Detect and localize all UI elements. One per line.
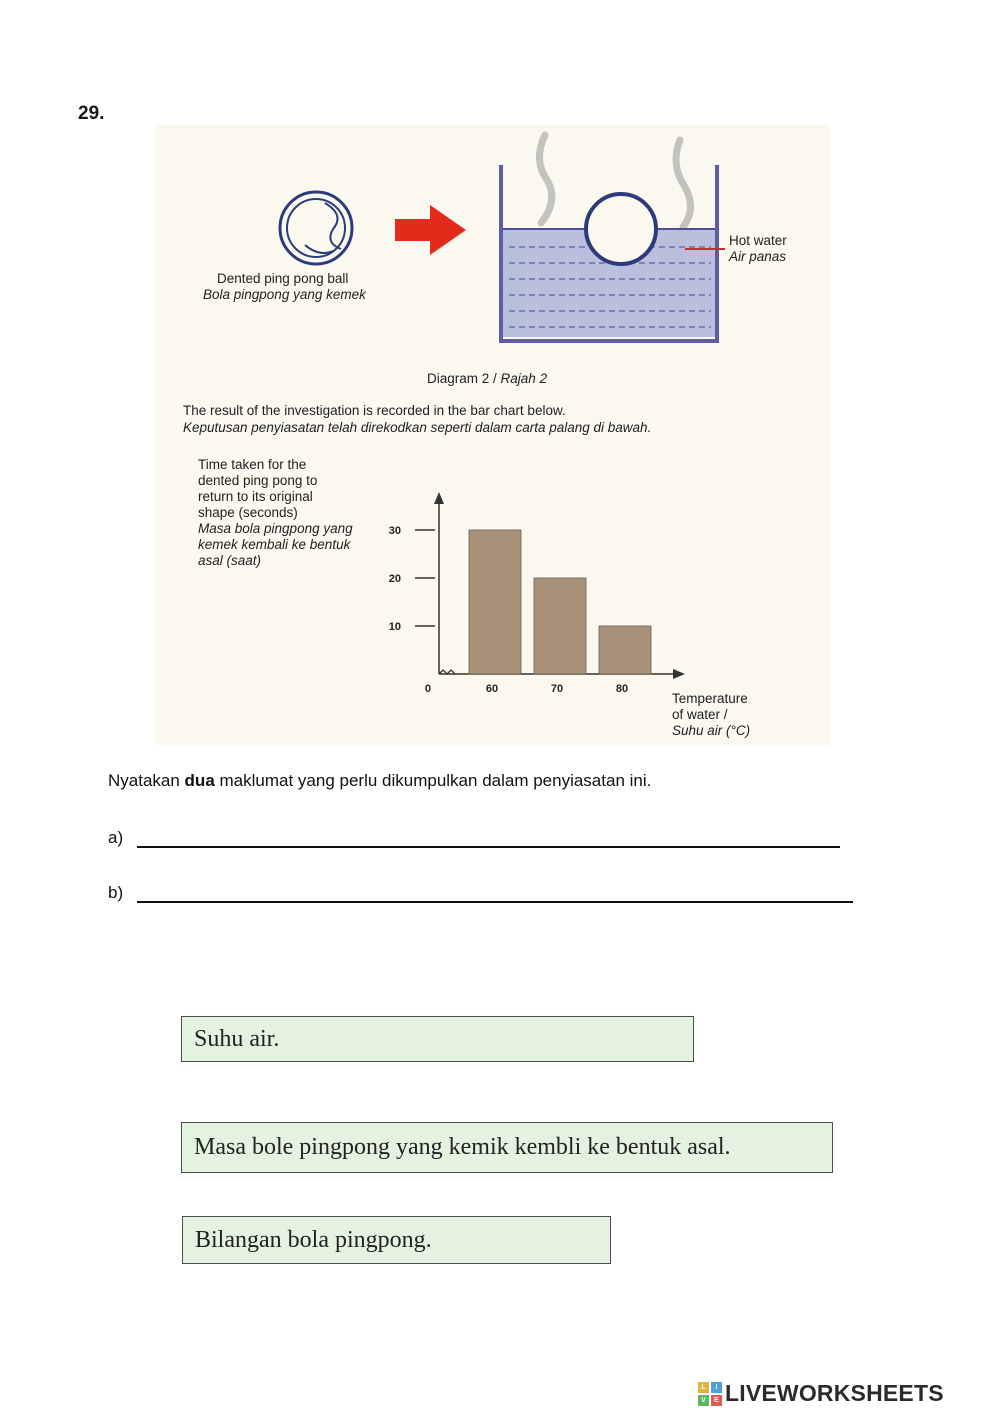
- logo-letter: V: [698, 1395, 709, 1406]
- x-axis-arrow: [673, 669, 685, 679]
- x-tick-label: 70: [550, 683, 564, 695]
- y-tick-label: 30: [388, 525, 401, 537]
- liveworksheets-logo: [698, 1380, 944, 1407]
- ball-caption-ms: Bola pingpong yang kemek: [203, 287, 366, 302]
- bar: [534, 578, 586, 674]
- prompt-text: maklumat yang perlu dikumpulkan dalam penyiasatan ini.: [214, 771, 652, 790]
- ylabel-en-line: dented ping pong to: [198, 473, 318, 488]
- ylabel-ms-line: asal (saat): [198, 553, 262, 568]
- question-number: 29.: [78, 103, 105, 124]
- xlabel-en-line: of water /: [672, 707, 728, 722]
- diagram-title-ms: Rajah 2: [500, 371, 548, 386]
- y-tick-label: 20: [388, 573, 401, 585]
- y-axis-arrow: [434, 492, 444, 504]
- prompt-bold: dua: [184, 771, 215, 790]
- xlabel-en-line: Temperature: [672, 691, 748, 706]
- ball-caption-en: Dented ping pong ball: [217, 271, 349, 286]
- result-text-ms: Keputusan penyiasatan telah direkodkan seperti dalam carta palang di bawah.: [183, 420, 652, 435]
- diagram-title-en: Diagram 2 /: [427, 371, 497, 386]
- logo-text: LIVEWORKSHEETS: [725, 1380, 944, 1406]
- beaker-icon: [501, 165, 725, 341]
- y-tick-label: 10: [388, 621, 401, 633]
- ylabel-en-line: shape (seconds): [198, 505, 298, 520]
- ylabel-ms-line: Masa bola pingpong yang: [198, 521, 353, 536]
- bar: [469, 530, 521, 674]
- dented-ball-icon: [280, 192, 352, 264]
- question-prompt: [108, 771, 651, 791]
- bar: [599, 626, 651, 674]
- answer-box-2[interactable]: Masa bole pingpong yang kemik kembli ke bentuk asal.: [181, 1122, 833, 1173]
- ylabel-ms-line: kemek kembali ke bentuk: [198, 537, 351, 552]
- answer-line-a[interactable]: [137, 846, 840, 848]
- chart-ylabel: [198, 457, 353, 569]
- ylabel-en-line: Time taken for the: [198, 457, 307, 472]
- ylabel-en-line: return to its original: [198, 489, 313, 504]
- xlabel-ms: Suhu air (°C): [672, 723, 751, 738]
- answer-line-b[interactable]: [137, 901, 853, 903]
- logo-letter: L: [698, 1382, 709, 1393]
- answer-label-b: b): [108, 883, 124, 902]
- answer-box-3[interactable]: Bilangan bola pingpong.: [182, 1216, 611, 1264]
- logo-mark-icon: [698, 1382, 722, 1406]
- result-text-en: The result of the investigation is recorded in the bar chart below.: [183, 403, 566, 418]
- diagram-panel: [155, 125, 830, 745]
- prompt-text: Nyatakan: [108, 771, 185, 790]
- logo-letter: I: [711, 1382, 722, 1393]
- chart-xlabel: [672, 691, 750, 739]
- diagram-title: [427, 371, 547, 387]
- red-arrow-icon: [395, 205, 466, 255]
- origin-label: 0: [424, 683, 431, 695]
- bar-chart: [385, 491, 685, 721]
- answer-box-1[interactable]: Suhu air.: [181, 1016, 694, 1062]
- water-label-ms: Air panas: [729, 249, 787, 264]
- answer-label-a: a): [108, 828, 124, 847]
- logo-letter: E: [711, 1395, 722, 1406]
- water-label-en: Hot water: [729, 233, 787, 248]
- x-tick-label: 60: [485, 683, 499, 695]
- x-tick-label: 80: [615, 683, 629, 695]
